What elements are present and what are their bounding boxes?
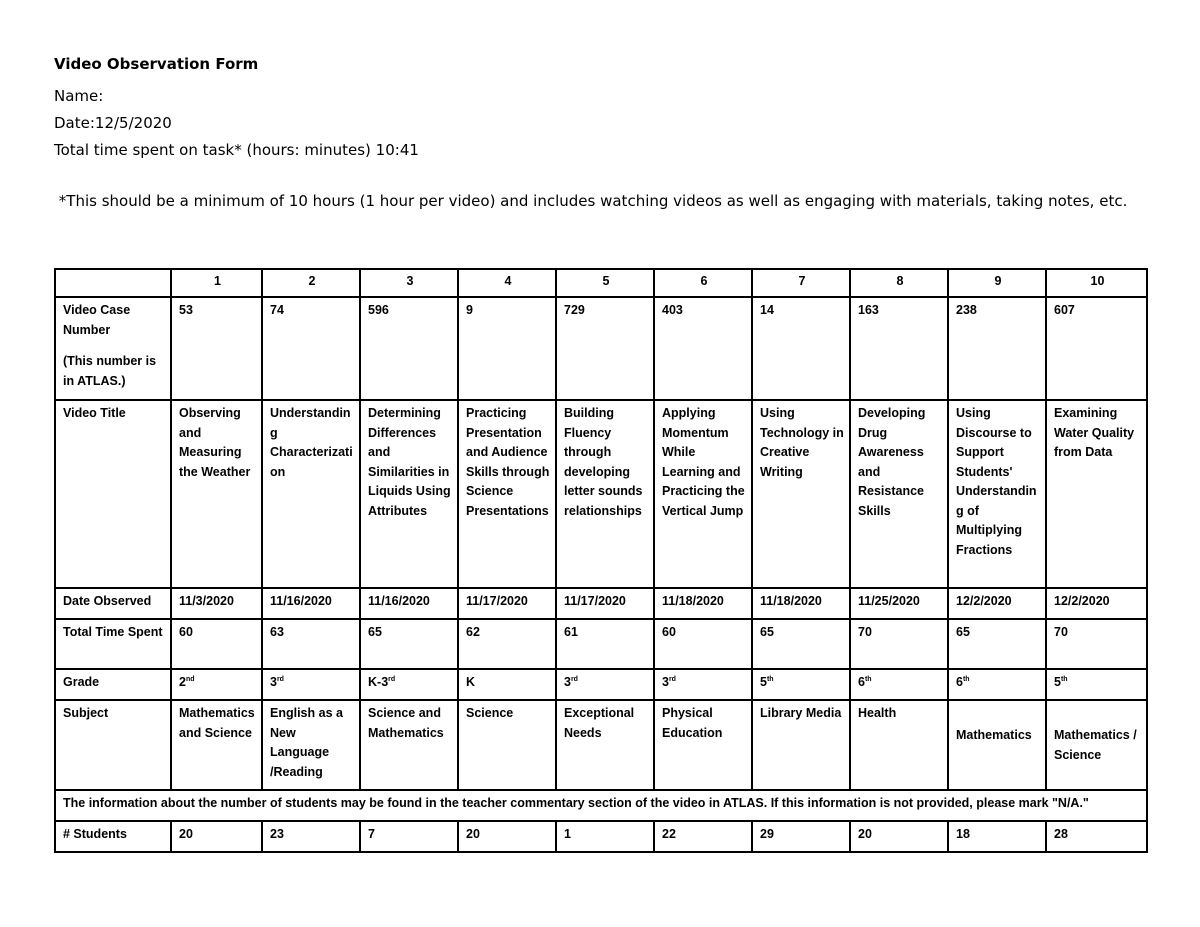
grade-cell: 5th (752, 669, 850, 700)
date-observed-cell: 11/18/2020 (654, 588, 752, 619)
column-header: 7 (752, 269, 850, 297)
header-row (55, 269, 1147, 297)
video-title-row (55, 400, 1147, 588)
form-title: Video Observation Form (54, 55, 259, 73)
grade-cell: 3rd (654, 669, 752, 700)
students-info-row (55, 790, 1147, 821)
grade-cell: K (458, 669, 556, 700)
case-number-cell: 53 (171, 297, 262, 400)
students-cell: 20 (458, 821, 556, 852)
case-number-cell: 403 (654, 297, 752, 400)
total-time-cell: 60 (171, 619, 262, 669)
date-observed-cell: 11/3/2020 (171, 588, 262, 619)
video-title-cell: Using Discourse to Support Students' Understanding of Multiplying Fractions (948, 400, 1046, 588)
column-header: 3 (360, 269, 458, 297)
video-title-cell: Examining Water Quality from Data (1046, 400, 1147, 588)
video-title-cell: Observing and Measuring the Weather (171, 400, 262, 588)
grade-cell: 3rd (262, 669, 360, 700)
name-field (54, 87, 103, 105)
video-title-cell: Building Fluency through developing letter sounds relationships (556, 400, 654, 588)
subject-cell: Mathematics and Science (171, 700, 262, 790)
students-cell: 1 (556, 821, 654, 852)
grade-cell: 6th (850, 669, 948, 700)
students-label: # Students (55, 821, 171, 852)
grade-cell: K-3rd (360, 669, 458, 700)
subject-cell: Mathematics / Science (1046, 700, 1147, 790)
grade-cell: 6th (948, 669, 1046, 700)
subject-cell: Library Media (752, 700, 850, 790)
students-cell: 28 (1046, 821, 1147, 852)
grade-cell: 2nd (171, 669, 262, 700)
subject-label: Subject (55, 700, 171, 790)
date-observed-cell: 11/18/2020 (752, 588, 850, 619)
total-time-row (55, 619, 1147, 669)
total-time-cell: 61 (556, 619, 654, 669)
students-cell: 20 (171, 821, 262, 852)
date-observed-cell: 11/16/2020 (262, 588, 360, 619)
subject-cell: Exceptional Needs (556, 700, 654, 790)
total-time-label: Total time spent on task* (hours: minutes) (54, 141, 371, 159)
date-observed-cell: 11/16/2020 (360, 588, 458, 619)
minimum-time-note: *This should be a minimum of 10 hours (1 hour per video) and includes watching videos as well as engaging with materials, taking notes, etc. (58, 192, 1128, 210)
date-observed-cell: 12/2/2020 (1046, 588, 1147, 619)
column-header: 1 (171, 269, 262, 297)
total-time-cell: 70 (850, 619, 948, 669)
total-time-cell: 65 (360, 619, 458, 669)
subject-cell: Mathematics (948, 700, 1046, 790)
students-row (55, 821, 1147, 852)
subject-cell: Physical Education (654, 700, 752, 790)
date-observed-label: Date Observed (55, 588, 171, 619)
column-header: 9 (948, 269, 1046, 297)
total-time-value: 10:41 (375, 141, 419, 159)
video-title-cell: Determining Differences and Similarities in Liquids Using Attributes (360, 400, 458, 588)
video-title-cell: Understanding Characterization (262, 400, 360, 588)
corner-cell (55, 269, 171, 297)
case-number-cell: 729 (556, 297, 654, 400)
grade-cell: 5th (1046, 669, 1147, 700)
total-time-cell: 62 (458, 619, 556, 669)
grade-row (55, 669, 1147, 700)
column-header: 5 (556, 269, 654, 297)
date-label: Date: (54, 114, 95, 132)
date-field (54, 114, 172, 132)
students-cell: 29 (752, 821, 850, 852)
date-observed-cell: 11/17/2020 (458, 588, 556, 619)
column-header: 10 (1046, 269, 1147, 297)
students-info-note: The information about the number of students may be found in the teacher commentary section of the video in ATLAS. If this information is not provided, please mark "N/A." (55, 790, 1147, 821)
total-time-field (54, 141, 419, 159)
total-time-cell: 63 (262, 619, 360, 669)
total-time-cell: 65 (948, 619, 1046, 669)
column-header: 6 (654, 269, 752, 297)
subject-cell: English as a New Language /Reading (262, 700, 360, 790)
column-header: 4 (458, 269, 556, 297)
total-time-cell: 70 (1046, 619, 1147, 669)
date-value: 12/5/2020 (94, 114, 172, 132)
video-title-cell: Developing Drug Awareness and Resistance Skills (850, 400, 948, 588)
name-label: Name: (54, 87, 104, 105)
video-title-cell: Using Technology in Creative Writing (752, 400, 850, 588)
case-number-cell: 607 (1046, 297, 1147, 400)
case-number-cell: 163 (850, 297, 948, 400)
video-title-cell: Practicing Presentation and Audience Skills through Science Presentations (458, 400, 556, 588)
video-title-label: Video Title (55, 400, 171, 588)
case-number-cell: 596 (360, 297, 458, 400)
students-cell: 20 (850, 821, 948, 852)
case-number-cell: 9 (458, 297, 556, 400)
date-observed-cell: 11/25/2020 (850, 588, 948, 619)
case-number-row (55, 297, 1147, 400)
students-cell: 23 (262, 821, 360, 852)
column-header: 2 (262, 269, 360, 297)
subject-cell: Science (458, 700, 556, 790)
observation-table (54, 268, 1148, 853)
case-number-cell: 238 (948, 297, 1046, 400)
case-number-label: Video Case Number (This number is in ATLAS.) (55, 297, 171, 400)
date-observed-cell: 11/17/2020 (556, 588, 654, 619)
subject-row (55, 700, 1147, 790)
case-number-note: (This number is in ATLAS.) (63, 354, 157, 388)
date-observed-cell: 12/2/2020 (948, 588, 1046, 619)
video-title-cell: Applying Momentum While Learning and Practicing the Vertical Jump (654, 400, 752, 588)
students-cell: 22 (654, 821, 752, 852)
column-header: 8 (850, 269, 948, 297)
grade-cell: 3rd (556, 669, 654, 700)
total-time-cell: 60 (654, 619, 752, 669)
subject-cell: Health (850, 700, 948, 790)
total-time-cell: 65 (752, 619, 850, 669)
case-number-cell: 74 (262, 297, 360, 400)
students-cell: 18 (948, 821, 1046, 852)
students-cell: 7 (360, 821, 458, 852)
subject-cell: Science and Mathematics (360, 700, 458, 790)
case-number-cell: 14 (752, 297, 850, 400)
date-observed-row (55, 588, 1147, 619)
grade-label: Grade (55, 669, 171, 700)
total-time-label-cell: Total Time Spent (55, 619, 171, 669)
